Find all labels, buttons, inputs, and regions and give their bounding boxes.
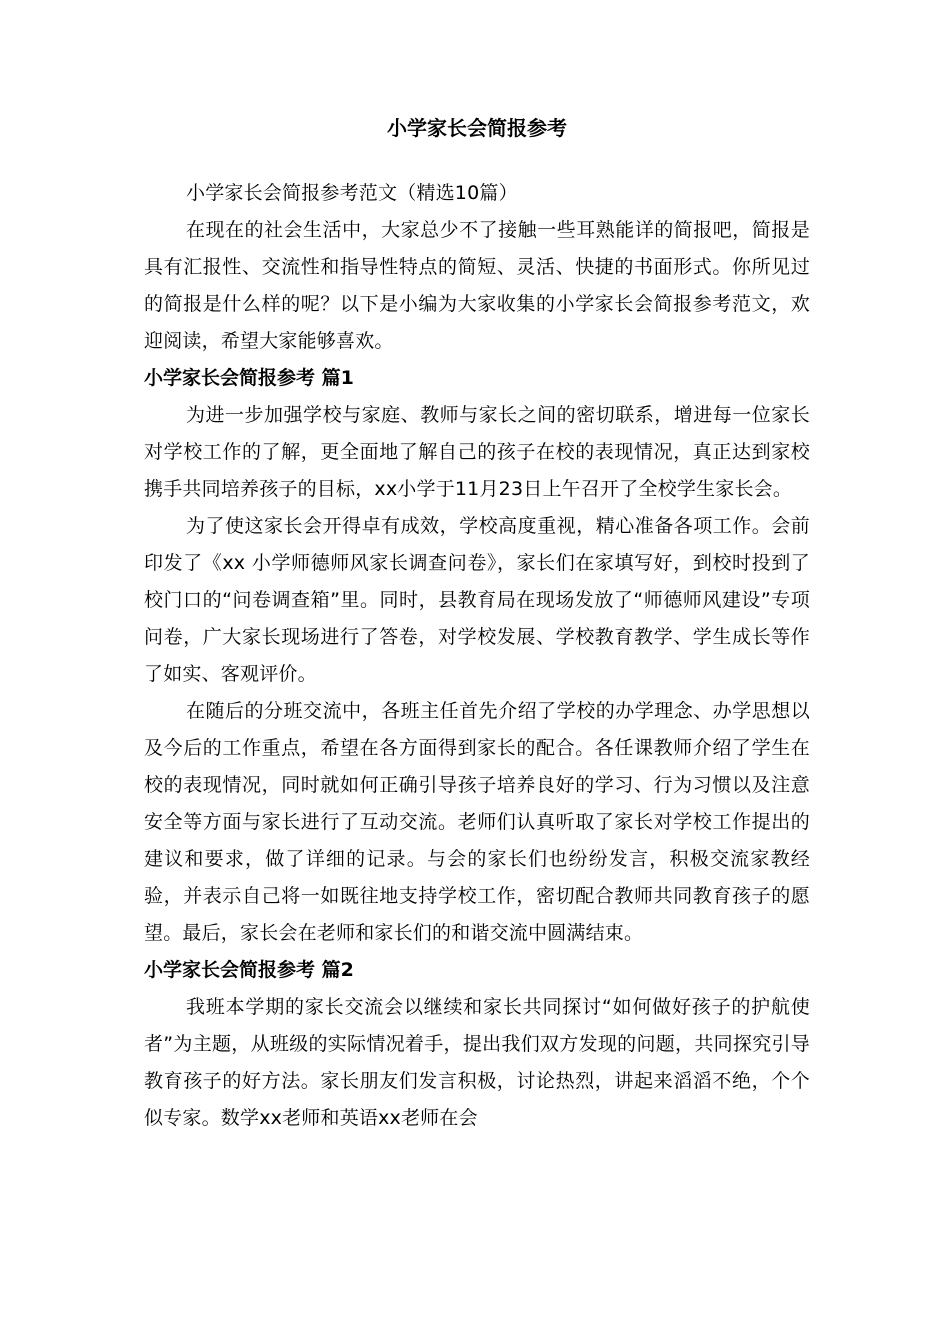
document-body — [144, 175, 810, 1137]
section-2-paragraph-1: 我班本学期的家长交流会以继续和家长共同探讨“如何做好孩子的护航使者”为主题，从班级的实际情况着手，提出我们双方发现的问题，共同探究引导教育孩子的好方法。家长朋友们发言积极，讨论热烈，讲起来滔滔不绝，个个似专家。数学xx老师和英语xx老师在会 — [144, 996, 810, 1129]
intro-paragraph: 在现在的社会生活中，大家总少不了接触一些耳熟能详的简报吧，简报是具有汇报性、交流性和指导性特点的简短、灵活、快捷的书面形式。你所见过的简报是什么样的呢？以下是小编为大家收集的小学家长会简报参考范文，欢迎阅读，希望大家能够喜欢。 — [144, 219, 810, 352]
subtitle-paragraph: 小学家长会简报参考范文（精选10篇） — [186, 182, 518, 204]
section-1-paragraph-1: 为进一步加强学校与家庭、教师与家长之间的密切联系，增进每一位家长对学校工作的了解，更全面地了解自己的孩子在校的表现情况，真正达到家校携手共同培养孩子的目标，xx小学于11月23日上午召开了全校学生家长会。 — [144, 404, 810, 500]
document-title: 小学家长会简报参考 — [387, 116, 567, 140]
section-1-heading: 小学家长会简报参考 篇1 — [144, 367, 354, 389]
section-2-heading: 小学家长会简报参考 篇2 — [144, 959, 354, 981]
section-1-paragraph-2: 为了使这家长会开得卓有成效，学校高度重视，精心准备各项工作。会前印发了《xx 小学师德师风家长调查问卷》，家长们在家填写好，到校时投到了校门口的“问卷调查箱”里。同时，县教育局在现场发放了“师德师风建设”专项问卷，广大家长现场进行了答卷，对学校发展、学校教育教学、学生成长等作了如实、客观评价。 — [144, 515, 810, 685]
section-1-paragraph-3: 在随后的分班交流中，各班主任首先介绍了学校的办学理念、办学思想以及今后的工作重点，希望在各方面得到家长的配合。各任课教师介绍了学生在校的表现情况，同时就如何正确引导孩子培养良好的学习、行为习惯以及注意安全等方面与家长进行了互动交流。老师们认真听取了家长对学校工作提出的建议和要求，做了详细的记录。与会的家长们也纷纷发言，积极交流家教经验，并表示自己将一如既往地支持学校工作，密切配合教师共同教育孩子的愿望。最后，家长会在老师和家长们的和谐交流中圆满结束。 — [144, 700, 810, 944]
